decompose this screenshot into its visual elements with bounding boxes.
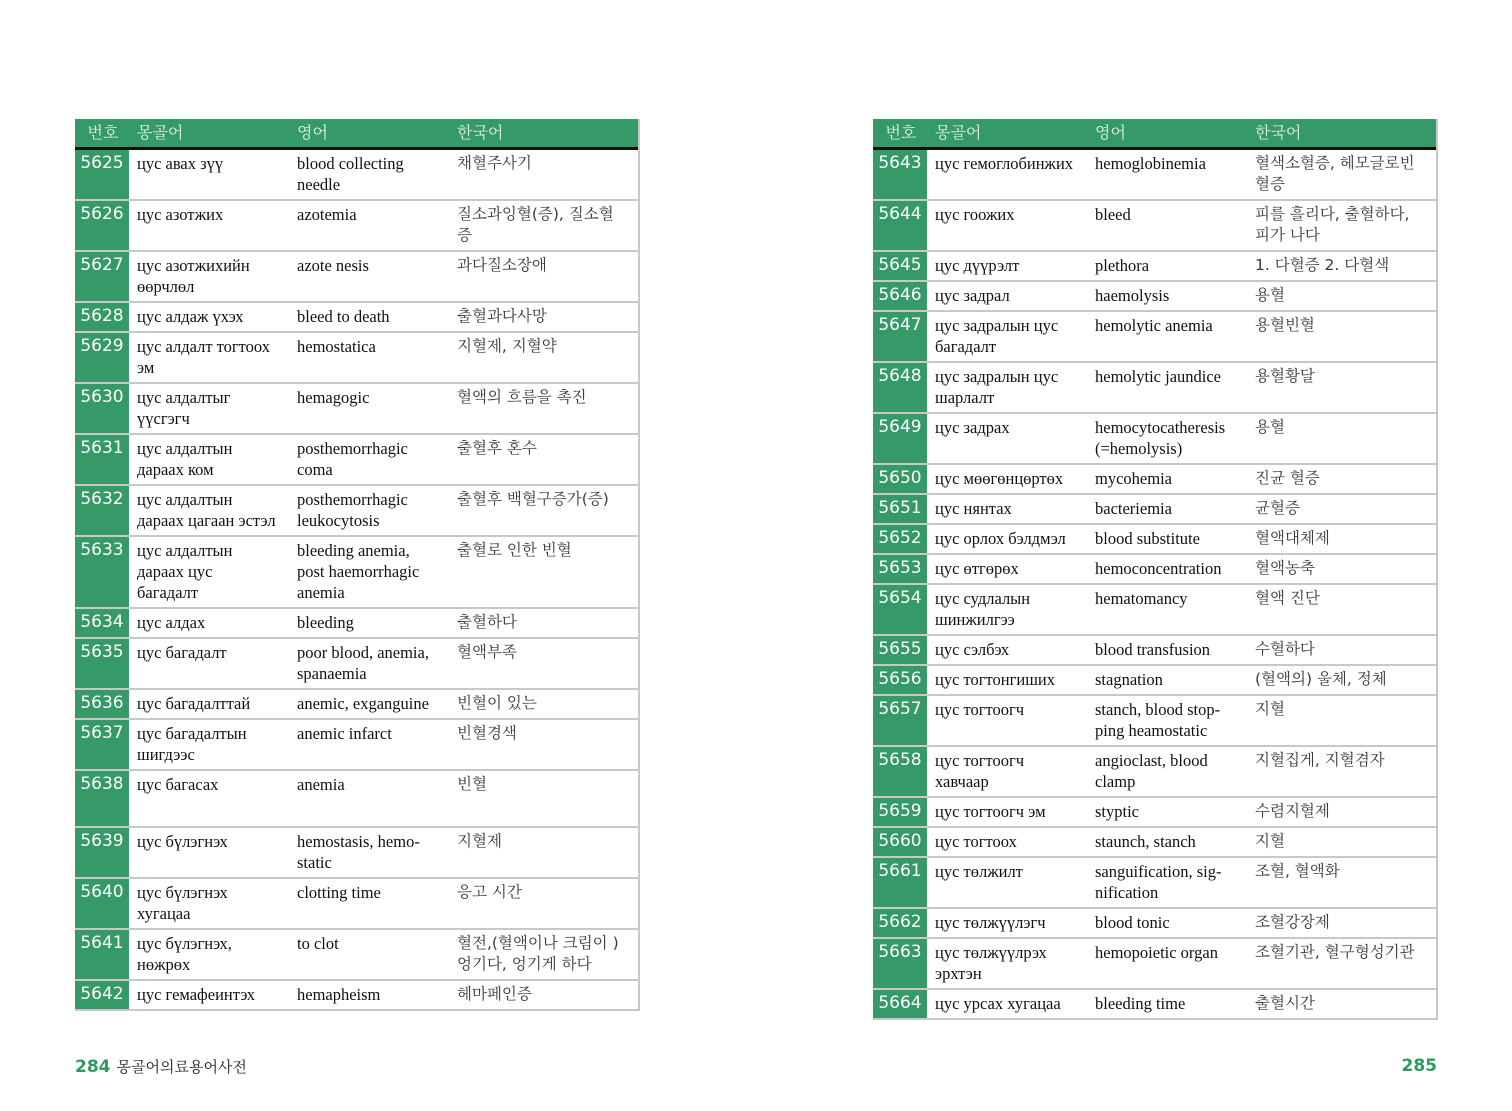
mongolian-term: цус урсах хугацаа (935, 994, 1061, 1013)
entry-number: 5633 (75, 537, 131, 607)
korean-term: 혈액농축 (1255, 559, 1315, 577)
english-term: sanguification, sig- nification (1095, 862, 1222, 902)
entry-number: 5659 (873, 798, 929, 826)
table-row (873, 555, 1436, 585)
mongolian-term: цус багадалт (137, 643, 227, 662)
korean-term: 출혈로 인한 빈혈 (457, 541, 572, 559)
entry-number: 5649 (873, 414, 929, 463)
english-term: blood transfusion (1095, 640, 1211, 659)
page-number: 284 (75, 1057, 111, 1077)
entry-number: 5638 (75, 771, 131, 826)
entry-number: 5657 (873, 696, 929, 745)
header-number: 번호 (885, 123, 917, 142)
entry-number: 5641 (75, 930, 131, 979)
entry-number: 5627 (75, 252, 131, 301)
table-row (873, 150, 1436, 201)
table-row (873, 525, 1436, 555)
korean-term: 조혈기관, 혈구형성기관 (1255, 943, 1415, 961)
entry-number: 5647 (873, 312, 929, 361)
table-row (75, 486, 638, 537)
mongolian-term: цус төлжүүлрэх эрхтэн (935, 943, 1047, 983)
table-row (75, 930, 638, 981)
entry-number: 5645 (873, 252, 929, 280)
mongolian-term: цус алдалтын дараах цагаан эстэл (137, 490, 276, 530)
mongolian-term: цус төлжилт (935, 862, 1023, 881)
korean-term: 출혈후 혼수 (457, 439, 537, 457)
english-term: hemopoietic organ (1095, 943, 1218, 962)
english-term: hemostatica (297, 337, 376, 356)
korean-term: 용혈 (1255, 418, 1285, 436)
mongolian-term: цус нянтах (935, 499, 1012, 518)
korean-term: 질소과잉혈(증), 질소혈 증 (457, 205, 614, 244)
mongolian-term: цус гоожих (935, 205, 1015, 224)
left-page-footer (75, 1056, 247, 1077)
korean-term: 수혈하다 (1255, 640, 1315, 658)
table-row (75, 435, 638, 486)
table-row (873, 585, 1436, 636)
english-term: mycohemia (1095, 469, 1172, 488)
mongolian-term: цус азотжих (137, 205, 224, 224)
mongolian-term: цус задрах (935, 418, 1010, 437)
mongolian-term: цус алдаж үхэх (137, 307, 244, 326)
table-header (75, 119, 638, 150)
entry-number: 5629 (75, 333, 131, 382)
table-row (75, 303, 638, 333)
mongolian-term: цус тогтоох (935, 832, 1017, 851)
table-row (75, 384, 638, 435)
table-body (873, 150, 1436, 1020)
english-term: clotting time (297, 883, 381, 902)
korean-term: 균혈증 (1255, 499, 1300, 517)
english-term: bleeding time (1095, 994, 1186, 1013)
entry-number: 5625 (75, 150, 131, 199)
mongolian-term: цус сэлбэх (935, 640, 1010, 659)
left-dictionary-table (75, 119, 640, 1011)
mongolian-term: цус бүлэгнэх (137, 832, 228, 851)
korean-term: 지혈집게, 지혈겸자 (1255, 751, 1385, 769)
mongolian-term: цус задрал (935, 286, 1010, 305)
english-term: posthemorrhagic coma (297, 439, 408, 479)
mongolian-term: цус багадалттай (137, 694, 251, 713)
english-term: staunch, stanch (1095, 832, 1196, 851)
table-row (75, 333, 638, 384)
english-term: bleed (1095, 205, 1131, 224)
right-dictionary-table (873, 119, 1438, 1020)
entry-number: 5650 (873, 465, 929, 493)
korean-term: 혈액 진단 (1255, 589, 1320, 607)
table-row (873, 414, 1436, 465)
english-term: haemolysis (1095, 286, 1170, 305)
table-row (75, 150, 638, 201)
english-term: hemolytic jaundice (1095, 367, 1221, 386)
table-row (75, 537, 638, 609)
korean-term: 응고 시간 (457, 883, 522, 901)
korean-term: 지혈제, 지혈약 (457, 337, 557, 355)
entry-number: 5630 (75, 384, 131, 433)
korean-term: (혈액의) 울체, 정체 (1255, 670, 1387, 688)
table-row (75, 201, 638, 252)
entry-number: 5662 (873, 909, 929, 937)
table-row (873, 282, 1436, 312)
table-row (873, 363, 1436, 414)
english-term: anemic, exganguine (297, 694, 429, 713)
table-row (873, 696, 1436, 747)
entry-number: 5640 (75, 879, 131, 928)
page-number: 285 (1401, 1056, 1437, 1076)
entry-number: 5655 (873, 636, 929, 664)
korean-term: 조혈, 혈액화 (1255, 862, 1340, 880)
mongolian-term: цус гемоглобинжих (935, 154, 1074, 173)
korean-term: 채혈주사기 (457, 154, 532, 172)
entry-number: 5626 (75, 201, 131, 250)
mongolian-term: цус алдах (137, 613, 206, 632)
entry-number: 5652 (873, 525, 929, 553)
korean-term: 용혈 (1255, 286, 1285, 304)
korean-term: 지혈 (1255, 700, 1285, 718)
mongolian-term: цус алдалтын дараах цус багадалт (137, 541, 233, 602)
entry-number: 5631 (75, 435, 131, 484)
english-term: azote nesis (297, 256, 369, 275)
table-row (873, 909, 1436, 939)
english-term: hemapheism (297, 985, 381, 1004)
table-row (873, 828, 1436, 858)
korean-term: 지혈제 (457, 832, 502, 850)
table-row (873, 939, 1436, 990)
english-term: azotemia (297, 205, 357, 224)
table-row (75, 828, 638, 879)
table-row (75, 690, 638, 720)
mongolian-term: цус бүлэгнэх, нөжрөх (137, 934, 232, 974)
mongolian-term: цус задралын цус шарлалт (935, 367, 1059, 407)
table-row (873, 747, 1436, 798)
korean-term: 혈액의 흐름을 촉진 (457, 388, 587, 406)
english-term: hemagogic (297, 388, 370, 407)
korean-term: 용혈황달 (1255, 367, 1315, 385)
table-row (75, 771, 638, 828)
header-english: 영어 (297, 123, 328, 142)
table-row (75, 879, 638, 930)
mongolian-term: цус бүлэгнэх хугацаа (137, 883, 228, 923)
korean-term: 헤마페인증 (457, 985, 532, 1003)
entry-number: 5653 (873, 555, 929, 583)
korean-term: 혈액부족 (457, 643, 517, 661)
korean-term: 과다질소장애 (457, 256, 547, 274)
entry-number: 5632 (75, 486, 131, 535)
korean-term: 진균 혈증 (1255, 469, 1320, 487)
english-term: plethora (1095, 256, 1150, 275)
english-term: anemia (297, 775, 345, 794)
mongolian-term: цус дүүрэлт (935, 256, 1020, 275)
english-term: hematomancy (1095, 589, 1188, 608)
english-term: blood substitute (1095, 529, 1200, 548)
mongolian-term: цус азотжихийн өөрчлөл (137, 256, 250, 296)
english-term: angioclast, blood clamp (1095, 751, 1208, 791)
korean-term: 혈액대체제 (1255, 529, 1330, 547)
korean-term: 1. 다혈증 2. 다혈색 (1255, 256, 1390, 274)
mongolian-term: цус тогтоогч эм (935, 802, 1046, 821)
table-row (873, 858, 1436, 909)
korean-term: 빈혈이 있는 (457, 694, 537, 712)
korean-term: 혈색소혈증, 헤모글로빈 혈증 (1255, 154, 1415, 193)
korean-term: 출혈시간 (1255, 994, 1315, 1012)
table-row (873, 495, 1436, 525)
mongolian-term: цус алдалтыг үүсгэгч (137, 388, 231, 428)
header-korean: 한국어 (457, 123, 504, 142)
english-term: bacteriemia (1095, 499, 1172, 518)
entry-number: 5663 (873, 939, 929, 988)
entry-number: 5637 (75, 720, 131, 769)
korean-term: 지혈 (1255, 832, 1285, 850)
header-korean: 한국어 (1255, 123, 1302, 142)
mongolian-term: цус авах зүү (137, 154, 224, 173)
table-row (873, 798, 1436, 828)
english-term: stagnation (1095, 670, 1163, 689)
english-term: hemocytocatheresis (=hemolysis) (1095, 418, 1226, 458)
entry-number: 5654 (873, 585, 929, 634)
table-body (75, 150, 638, 1011)
english-term: anemic infarct (297, 724, 392, 743)
table-row (873, 465, 1436, 495)
entry-number: 5636 (75, 690, 131, 718)
mongolian-term: цус мөөгөнцөртөх (935, 469, 1064, 488)
header-mongolian: 몽골어 (935, 123, 982, 142)
mongolian-term: цус алдалт тогтоох эм (137, 337, 271, 377)
entry-number: 5660 (873, 828, 929, 856)
korean-term: 출혈하다 (457, 613, 517, 631)
english-term: hemoconcentration (1095, 559, 1222, 578)
mongolian-term: цус тогтоогч хавчаар (935, 751, 1025, 791)
korean-term: 피를 흘리다, 출혈하다, 피가 나다 (1255, 205, 1410, 244)
english-term: hemolytic anemia (1095, 316, 1213, 335)
entry-number: 5644 (873, 201, 929, 250)
korean-term: 조혈강장제 (1255, 913, 1330, 931)
table-row (75, 639, 638, 690)
mongolian-term: цус багадалтын шигдээс (137, 724, 247, 764)
korean-term: 용혈빈혈 (1255, 316, 1315, 334)
english-term: bleeding (297, 613, 354, 632)
korean-term: 출혈과다사망 (457, 307, 547, 325)
mongolian-term: цус судлалын шинжилгээ (935, 589, 1031, 629)
english-term: hemostasis, hemo- static (297, 832, 420, 872)
entry-number: 5648 (873, 363, 929, 412)
entry-number: 5642 (75, 981, 131, 1009)
korean-term: 혈전,(혈액이나 크림이 ) 엉기다, 엉기게 하다 (457, 934, 619, 973)
table-row (75, 252, 638, 303)
mongolian-term: цус багасах (137, 775, 219, 794)
table-row (75, 609, 638, 639)
english-term: stanch, blood stop- ping heamostatic (1095, 700, 1221, 740)
entry-number: 5643 (873, 150, 929, 199)
korean-term: 수렴지혈제 (1255, 802, 1330, 820)
header-english: 영어 (1095, 123, 1126, 142)
mongolian-term: цус төлжүүлэгч (935, 913, 1046, 932)
mongolian-term: цус гемафеинтэх (137, 985, 256, 1004)
entry-number: 5635 (75, 639, 131, 688)
mongolian-term: цус тогтоогч (935, 700, 1025, 719)
mongolian-term: цус тогтонгиших (935, 670, 1055, 689)
english-term: blood tonic (1095, 913, 1170, 932)
entry-number: 5658 (873, 747, 929, 796)
table-row (75, 720, 638, 771)
english-term: hemoglobinemia (1095, 154, 1206, 173)
table-row (873, 201, 1436, 252)
english-term: bleed to death (297, 307, 390, 326)
english-term: styptic (1095, 802, 1139, 821)
entry-number: 5628 (75, 303, 131, 331)
book-title: 몽골어의료용어사전 (116, 1058, 247, 1076)
right-page-footer (1402, 1056, 1438, 1076)
table-header (873, 119, 1436, 150)
entry-number: 5646 (873, 282, 929, 310)
entry-number: 5634 (75, 609, 131, 637)
table-row (873, 666, 1436, 696)
entry-number: 5656 (873, 666, 929, 694)
table-row (873, 252, 1436, 282)
table-row (873, 312, 1436, 363)
table-row (873, 636, 1436, 666)
mongolian-term: цус орлох бэлдмэл (935, 529, 1066, 548)
header-number: 번호 (87, 123, 119, 142)
table-row (873, 990, 1436, 1020)
entry-number: 5661 (873, 858, 929, 907)
mongolian-term: цус задралын цус багадалт (935, 316, 1059, 356)
mongolian-term: цус өтгөрөх (935, 559, 1019, 578)
english-term: blood collecting needle (297, 154, 404, 194)
entry-number: 5664 (873, 990, 929, 1018)
english-term: bleeding anemia, post haemorrhagic anemia (297, 541, 420, 602)
korean-term: 빈혈 (457, 775, 487, 793)
table-row (75, 981, 638, 1011)
korean-term: 빈혈경색 (457, 724, 517, 742)
mongolian-term: цус алдалтын дараах ком (137, 439, 233, 479)
english-term: posthemorrhagic leukocytosis (297, 490, 408, 530)
english-term: poor blood, anemia, spanaemia (297, 643, 429, 683)
english-term: to clot (297, 934, 339, 953)
header-mongolian: 몽골어 (137, 123, 184, 142)
entry-number: 5639 (75, 828, 131, 877)
entry-number: 5651 (873, 495, 929, 523)
korean-term: 출혈후 백혈구증가(증) (457, 490, 609, 508)
